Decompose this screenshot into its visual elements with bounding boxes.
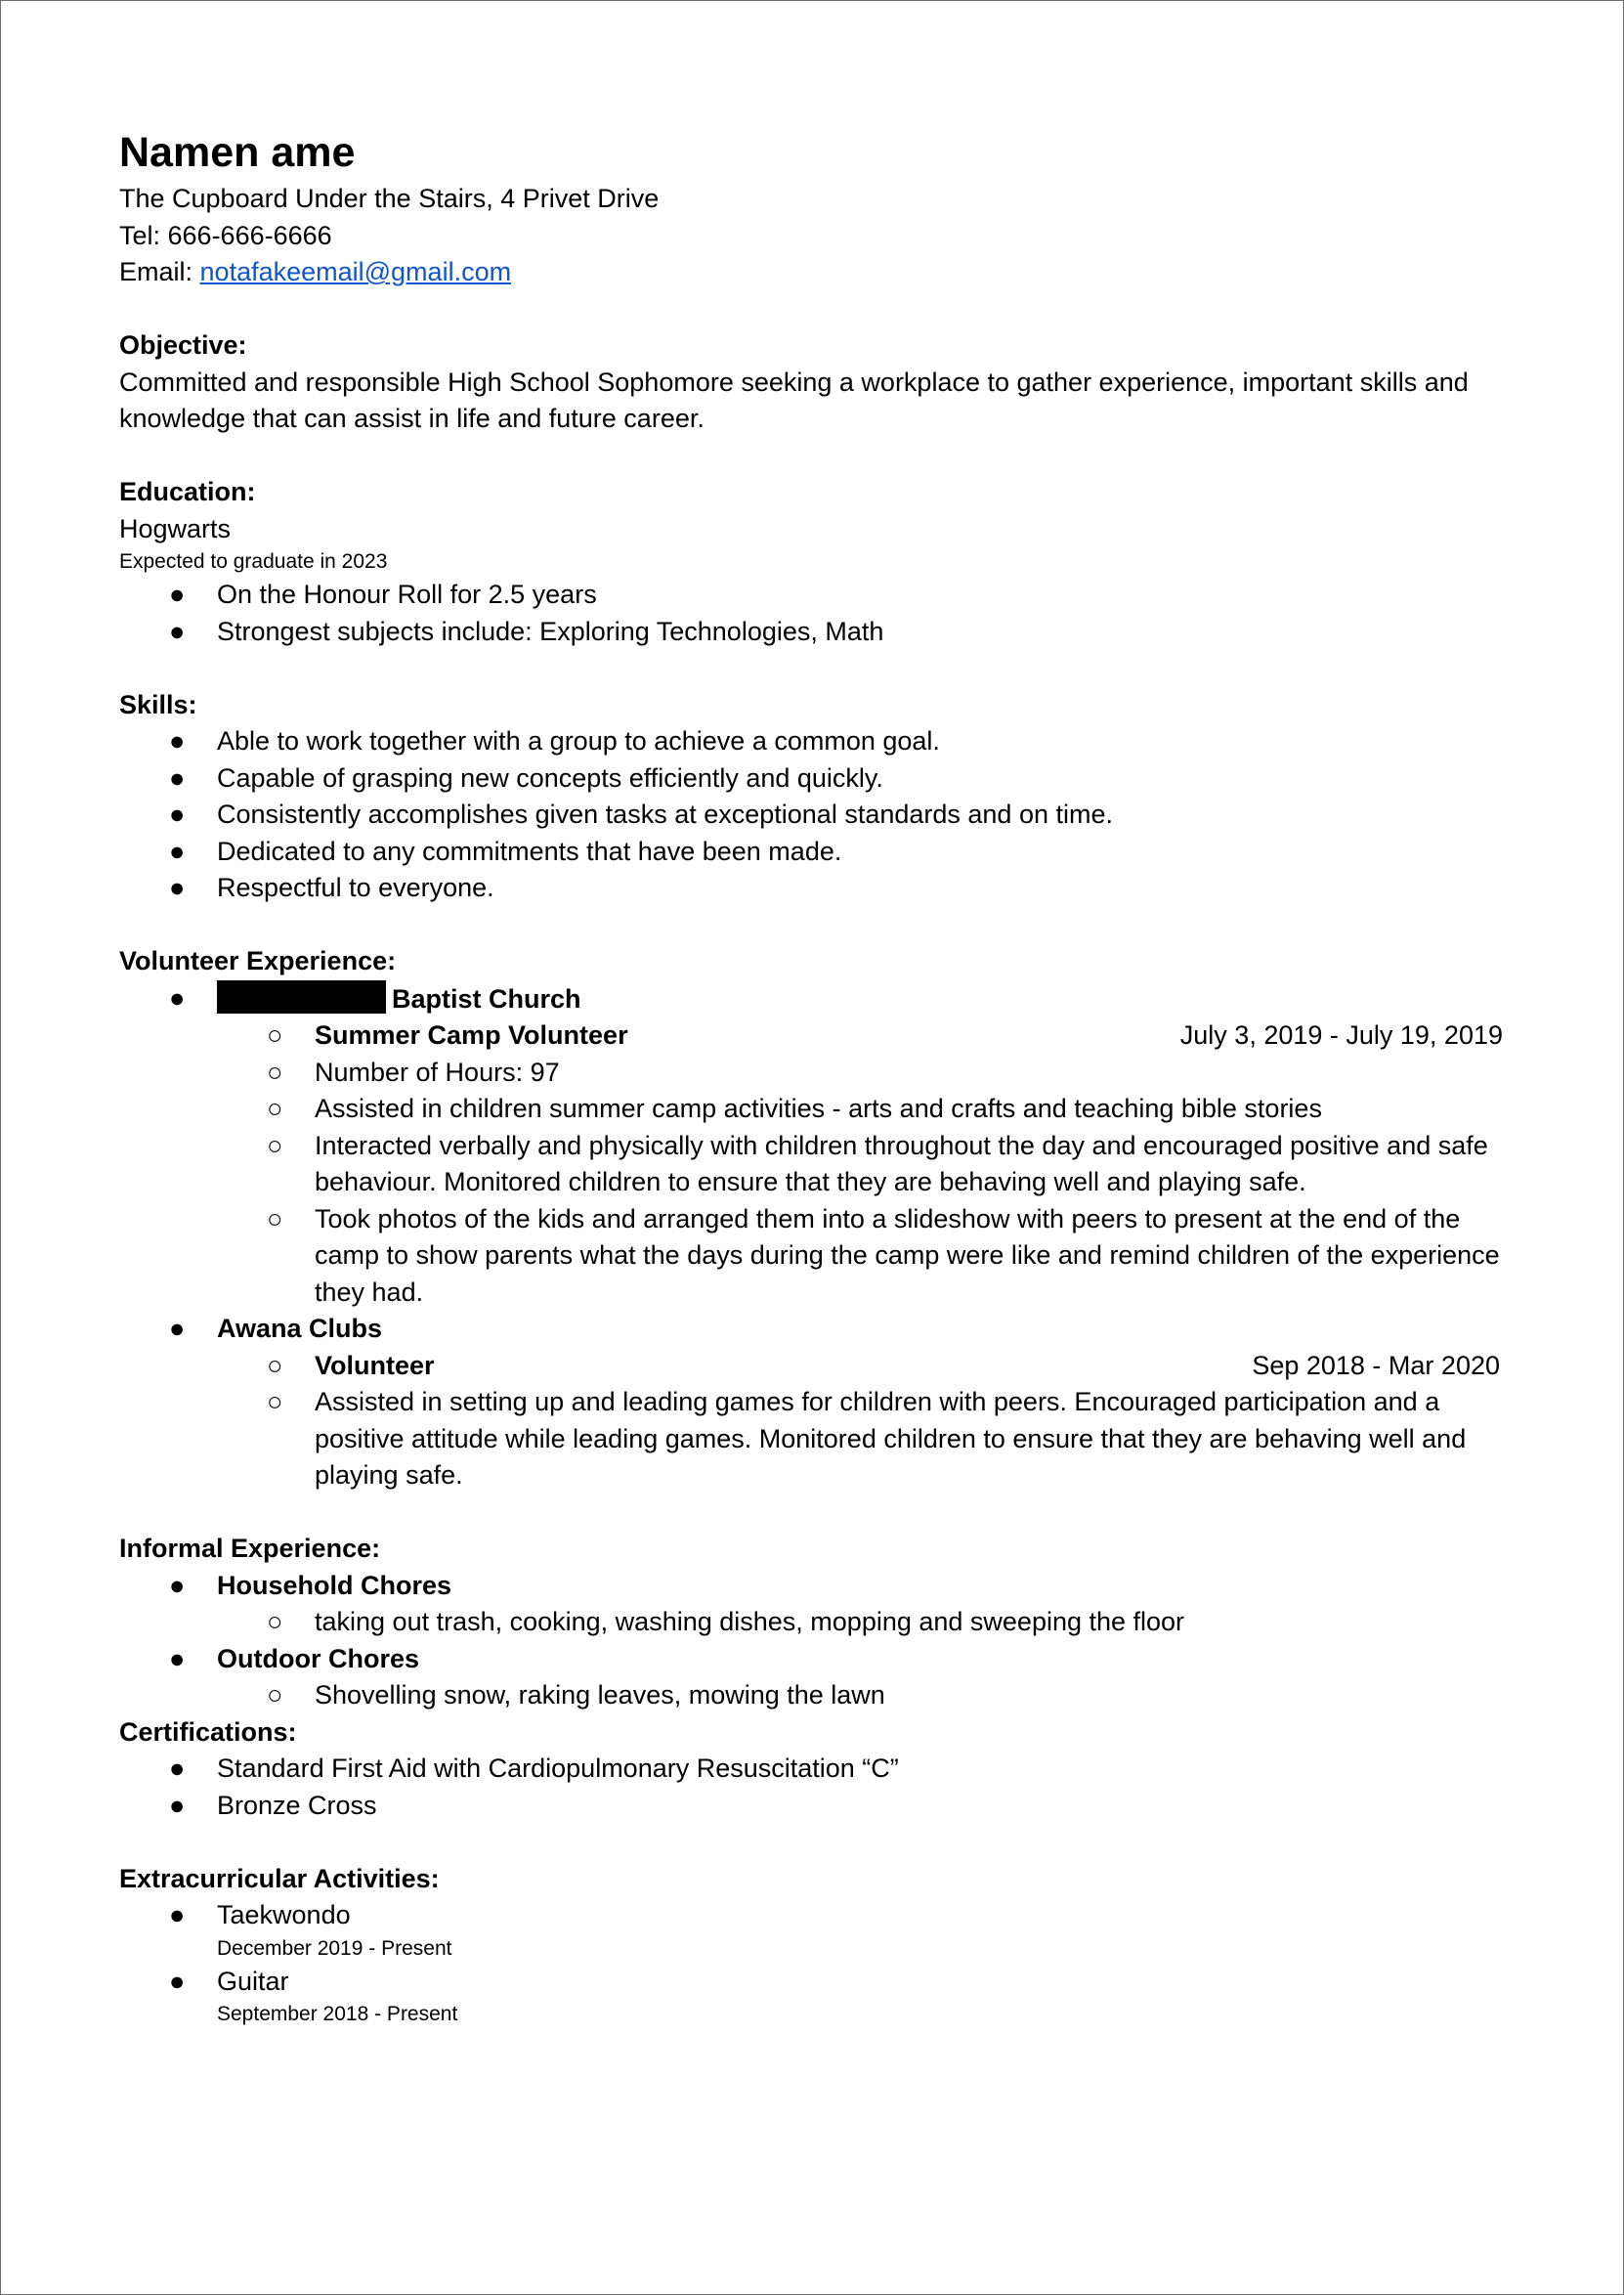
bullet-icon: ● [169,873,186,902]
list-item [217,1091,1526,1128]
informal-title: Household Chores [217,1570,452,1600]
bullet-icon: ● [169,1966,186,1996]
volunteer-list [119,980,1526,1494]
role-dates: July 3, 2019 - July 19, 2019 [1179,1020,1503,1050]
bullet-icon: ● [169,580,186,609]
informal-details [119,1604,1526,1641]
activity-dates: September 2018 - Present [217,2003,458,2025]
role-row [315,1018,1503,1055]
list-item [119,1788,1526,1825]
list-item [119,1568,1526,1641]
sub-bullet-icon: ○ [267,1094,283,1123]
spacer [119,291,1526,328]
bullet-icon: ● [169,982,186,1013]
detail-text: Assisted in setting up and leading games for children with peers. Encouraged participation and a positive attitude while leading games. Monitored children to ensure that they are behaving well and playing safe. [315,1387,1467,1490]
bullet-icon: ● [169,762,186,793]
certifications-heading: Certifications: [119,1716,297,1747]
role-title: Volunteer [315,1350,435,1380]
sub-bullet-icon: ○ [267,1203,283,1234]
activity-title: Guitar [217,1966,289,1996]
role-dates: Sep 2018 - Mar 2020 [1252,1350,1500,1380]
spacer [119,1824,1526,1861]
list-item [217,1384,1526,1494]
objective-text: Committed and responsible High School Sophomore seeking a workplace to gather experience, important skills and knowledge that can assist in life and future career. [119,367,1469,433]
list-item [119,577,1526,614]
education-item-text: Strongest subjects include: Exploring Technologies, Math [217,616,884,646]
informal-title: Outdoor Chores [217,1643,419,1673]
extracurricular-heading: Extracurricular Activities: [119,1863,440,1893]
informal-heading: Informal Experience: [119,1534,381,1563]
bullet-icon: ● [169,1754,186,1783]
skill-text: Capable of grasping new concepts efficiently and quickly. [217,762,883,793]
telephone: Tel: 666-666-6666 [119,220,332,250]
detail-text: Interacted verbally and physically with children throughout the day and encouraged positive and safe behaviour. Monitored children to ensure that they are behaving well and playing safe. [315,1130,1488,1196]
bullet-icon: ● [169,1314,186,1343]
sub-bullet-icon: ○ [267,1680,283,1710]
skill-text: Able to work together with a group to achieve a common goal. [217,726,940,756]
list-item [119,1311,1526,1494]
skill-text: Respectful to everyone. [217,873,494,902]
org-name-text: Baptist Church [392,983,581,1014]
list-item [217,1348,1526,1385]
list-item [119,1897,1526,1964]
skills-heading: Skills: [119,689,197,719]
org-name [217,980,1526,1018]
detail-text: Took photos of the kids and arranged them into a slideshow with peers to present at the end of the camp to show parents what the days during the camp were like and remind children of the experience they had. [315,1203,1500,1307]
list-item [217,1018,1526,1055]
list-item [217,1201,1526,1312]
list-item [119,980,1526,1312]
skill-text: Consistently accomplishes given tasks at exceptional standards and on time. [217,800,1113,829]
bullet-icon: ● [169,1570,186,1600]
list-item [119,797,1526,834]
list-item [119,723,1526,760]
bullet-icon: ● [169,800,186,829]
list-item [119,834,1526,871]
bullet-icon: ● [169,836,186,866]
spacer [119,650,1526,687]
volunteer-heading: Volunteer Experience: [119,946,397,975]
sub-bullet-icon: ○ [267,1607,283,1636]
sub-bullet-icon: ○ [267,1387,283,1416]
sub-bullet-icon: ○ [267,1130,283,1160]
education-item-text: On the Honour Roll for 2.5 years [217,580,597,609]
bullet-icon: ● [169,1643,186,1673]
email-label: Email: [119,257,200,286]
address: The Cupboard Under the Stairs, 4 Privet Drive [119,184,660,213]
redaction-bar [217,980,386,1014]
list-item [119,1641,1526,1714]
list-item [217,1677,1526,1714]
detail-text: Number of Hours: 97 [315,1057,560,1087]
spacer [119,1494,1526,1532]
graduation-note: Expected to graduate in 2023 [119,550,388,573]
detail-text: taking out trash, cooking, washing dishes, mopping and sweeping the floor [315,1607,1185,1636]
org-details [119,1018,1526,1311]
sub-bullet-icon: ○ [267,1057,283,1087]
role-title: Summer Camp Volunteer [315,1020,628,1050]
detail-text: Shovelling snow, raking leaves, mowing the lawn [315,1680,885,1710]
bullet-icon: ● [169,1900,186,1929]
spacer [119,438,1526,475]
list-item [119,760,1526,798]
list-item [119,614,1526,651]
role-row [315,1348,1500,1385]
org-details [119,1348,1526,1494]
informal-details [119,1677,1526,1714]
email-link[interactable]: notafakeemail@gmail.com [199,257,512,286]
education-list [119,577,1526,650]
sub-bullet-icon: ○ [267,1350,283,1380]
detail-text: Assisted in children summer camp activities - arts and crafts and teaching bible stories [315,1094,1322,1123]
bullet-icon: ● [169,616,186,646]
certifications-list [119,1751,1526,1824]
bullet-icon: ● [169,726,186,756]
list-item [119,870,1526,907]
school-name: Hogwarts [119,513,232,543]
activity-title: Taekwondo [217,1900,351,1929]
org-name-text: Awana Clubs [217,1314,383,1343]
list-item [119,1751,1526,1788]
list-item [217,1604,1526,1641]
informal-list [119,1568,1526,1714]
skill-text: Dedicated to any commitments that have been made. [217,836,842,866]
bullet-icon: ● [169,1790,186,1820]
extracurricular-list [119,1897,1526,2029]
candidate-name: Namen ame [119,129,356,176]
spacer [119,907,1526,944]
activity-dates: December 2019 - Present [217,1936,452,1960]
education-heading: Education: [119,477,256,506]
email-line [119,254,1526,291]
resume-content [119,124,1526,2029]
list-item [217,1055,1526,1092]
list-item [217,1128,1526,1201]
list-item [119,1964,1526,2030]
objective-heading: Objective: [119,330,247,360]
sub-bullet-icon: ○ [267,1020,283,1050]
certification-text: Standard First Aid with Cardiopulmonary Resuscitation “C” [217,1754,899,1783]
certification-text: Bronze Cross [217,1790,377,1820]
skills-list [119,723,1526,907]
